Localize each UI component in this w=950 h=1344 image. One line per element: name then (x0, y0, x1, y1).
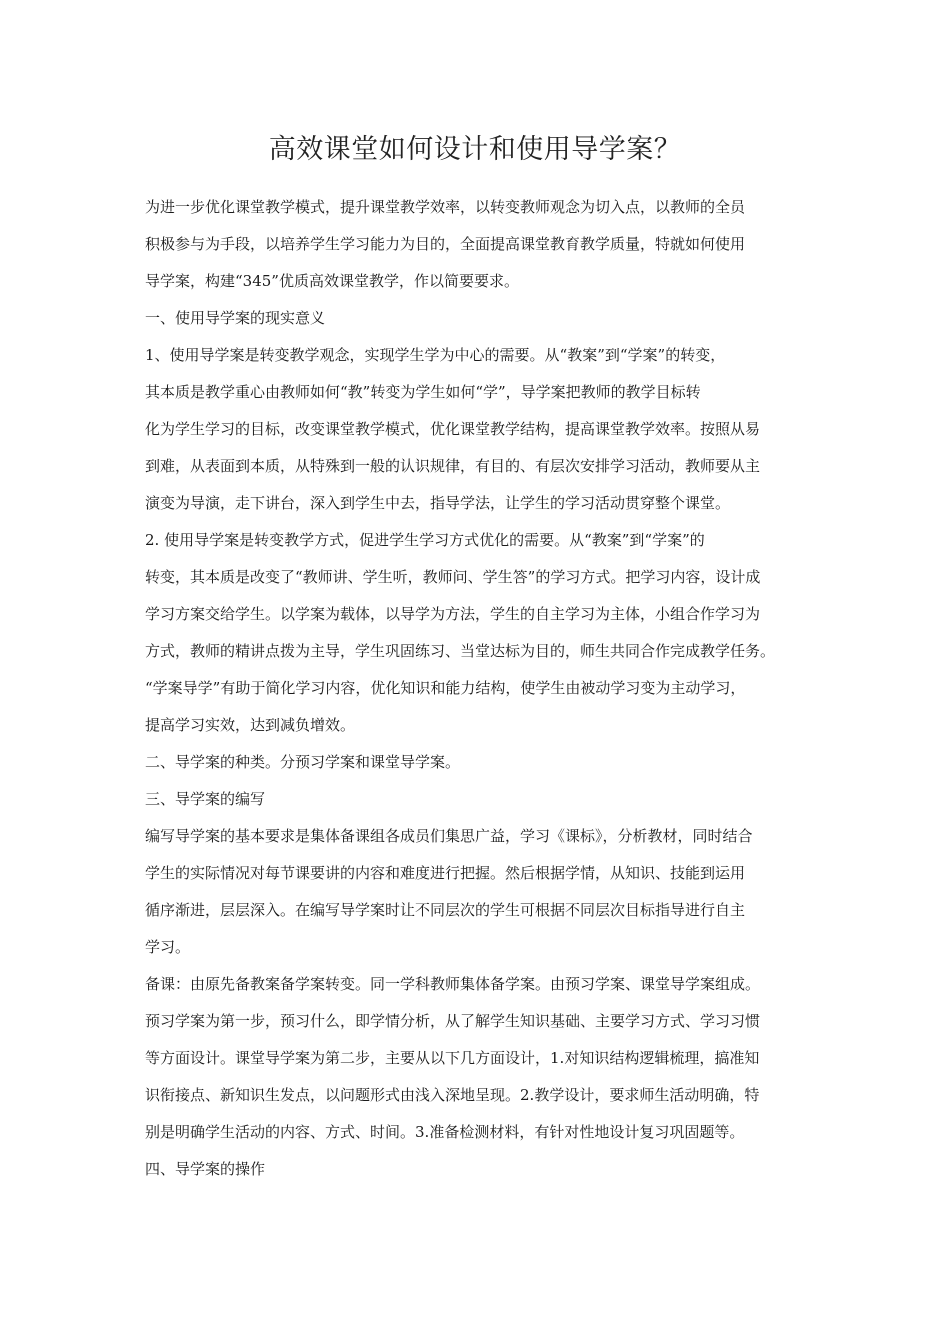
text-line: 转变，其本质是改变了“教师讲、学生听，教师问、学生答”的学习方式。把学习内容，设计成 (145, 568, 761, 586)
text-line: 积极参与为手段，以培养学生学习能力为目的，全面提高课堂教育教学质量，特就如何使用 (145, 235, 746, 253)
text-line: 学习。 (145, 938, 191, 956)
text-line: 其本质是教学重心由教师如何“教”转变为学生如何“学”，导学案把教师的教学目标转 (145, 383, 701, 401)
text-line: 别是明确学生活动的内容、方式、时间。3.准备检测材料，有针对性地设计复习巩固题等。 (145, 1123, 745, 1141)
document-title: 高效课堂如何设计和使用导学案？ (268, 134, 682, 165)
text-line: 化为学生学习的目标，改变课堂教学模式，优化课堂教学结构，提高课堂教学效率。按照从易 (145, 420, 761, 438)
text-line: 1、使用导学案是转变教学观念，实现学生学为中心的需要。从“教案”到“学案”的转变， (145, 346, 726, 364)
text-line: 为进一步优化课堂教学模式，提升课堂教学效率，以转变教师观念为切入点，以教师的全员 (145, 198, 746, 216)
text-line: 一、使用导学案的现实意义 (145, 309, 326, 327)
text-line: 学生的实际情况对每节课要讲的内容和难度进行把握。然后根据学情，从知识、技能到运用 (145, 864, 746, 882)
document-body (145, 189, 817, 1188)
text-line: 到难，从表面到本质，从特殊到一般的认识规律，有目的、有层次安排学习活动，教师要从主 (145, 457, 761, 475)
text-line: “学案导学”有助于简化学习内容，优化知识和能力结构，使学生由被动学习变为主动学习， (145, 679, 746, 697)
text-line: 二、导学案的种类。分预习学案和课堂导学案。 (145, 753, 461, 771)
text-line: 演变为导演，走下讲台，深入到学生中去，指导学法，让学生的学习活动贯穿整个课堂。 (145, 494, 731, 512)
text-line: 等方面设计。课堂导学案为第二步，主要从以下几方面设计，1.对知识结构逻辑梳理，搞准知 (145, 1049, 760, 1067)
text-line: 循序渐进，层层深入。在编写导学案时让不同层次的学生可根据不同层次目标指导进行自主 (145, 901, 746, 919)
text-line: 提高学习实效，达到减负增效。 (145, 716, 356, 734)
text-line: 学习方案交给学生。以学案为载体，以导学为方法，学生的自主学习为主体，小组合作学习为 (145, 605, 761, 623)
text-line: 预习学案为第一步，预习什么，即学情分析，从了解学生知识基础、主要学习方式、学习习惯 (145, 1012, 761, 1030)
text-line: 备课：由原先备教案备学案转变。同一学科教师集体备学案。由预习学案、课堂导学案组成。 (145, 975, 761, 993)
text-line: 2. 使用导学案是转变教学方式，促进学生学习方式优化的需要。从“教案”到“学案”的 (145, 531, 705, 549)
text-line: 识衔接点、新知识生发点，以问题形式由浅入深地呈现。2.教学设计，要求师生活动明确，特 (145, 1086, 760, 1104)
text-line: 三、导学案的编写 (145, 790, 266, 808)
text-line: 方式，教师的精讲点拨为主导，学生巩固练习、当堂达标为目的，师生共同合作完成教学任务。 (145, 642, 776, 660)
text-line: 四、导学案的操作 (145, 1160, 266, 1178)
text-line: 编写导学案的基本要求是集体备课组各成员们集思广益，学习《课标》，分析教材，同时结合 (145, 827, 753, 845)
text-line: 导学案，构建“345”优质高效课堂教学，作以简要要求。 (145, 272, 519, 290)
